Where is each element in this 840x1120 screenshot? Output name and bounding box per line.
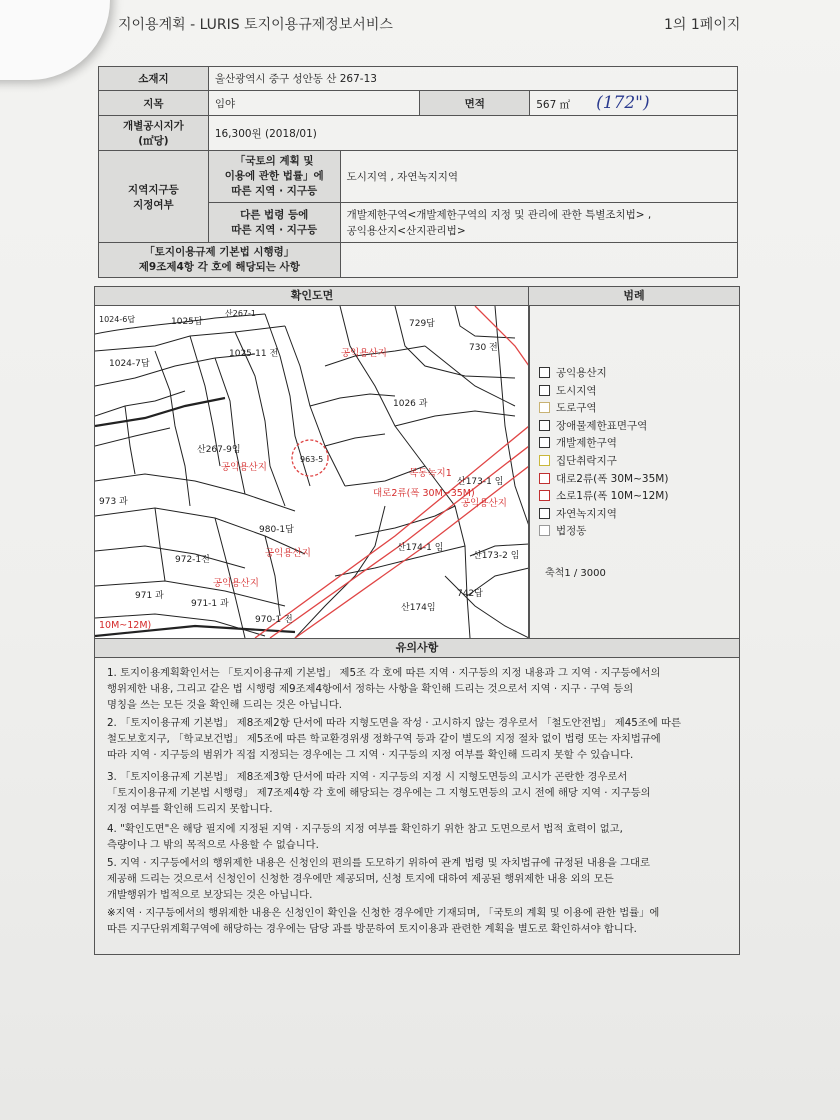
- price-label-line: 개별공시지가: [122, 120, 184, 132]
- cadastral-map: [94, 305, 530, 639]
- legend-item-label: 대로2류(폭 30M~35M): [556, 472, 669, 485]
- map-heading: 확인도면: [94, 286, 530, 306]
- legend-checkbox-icon: [539, 490, 550, 501]
- note-line: 따라 지역 · 지구등의 범위가 직접 지정되는 경우에는 그 지역 · 지구등의 지정 여부를 확인해 드리지 못할 수 있습니다.: [107, 748, 634, 761]
- page-header-title: 지이용계획 - LURIS 토지이용규제정보서비스: [118, 17, 393, 33]
- price-label: [99, 116, 209, 151]
- zone-label: [99, 151, 209, 243]
- map-zone-label: 공익용산지: [341, 348, 387, 359]
- legend-heading: 범례: [528, 286, 740, 306]
- cadastral-map-svg: [95, 306, 529, 638]
- land-category-value: 임야: [208, 91, 420, 116]
- law2-label-line: 다른 법령 등에: [240, 208, 309, 221]
- map-parcel-label: 산267-1: [225, 309, 256, 318]
- legend-item: [539, 417, 647, 434]
- map-parcel-label: 산174임: [401, 603, 436, 613]
- map-parcel-label: 980-1답: [259, 525, 294, 535]
- legend-item: [539, 364, 607, 381]
- page-number: 1의 1페이지: [664, 17, 741, 33]
- map-zone-label: 목동녹지1: [409, 468, 452, 479]
- legend-checkbox-icon: [539, 437, 550, 448]
- legend-item: [539, 522, 586, 539]
- zone-label-line: 지역지구등: [128, 183, 179, 196]
- price-value: 16,300원 (2018/01): [208, 116, 737, 151]
- land-category-label: 지목: [99, 91, 209, 116]
- map-zone-label: 대로2류(폭 30M~35M): [373, 488, 475, 499]
- area-handwritten-note: (172"): [596, 93, 650, 113]
- legend-item-label: 소로1류(폭 10M~12M): [556, 490, 669, 503]
- note-line: 따른 지구단위계획구역에 해당하는 경우에는 담당 과를 방문하여 토지이용과 관련한 계획을 별도로 확인하셔야 합니다.: [107, 922, 637, 935]
- map-parcel-label: 963-5: [300, 455, 324, 464]
- note-line: 명칭을 쓰는 모든 것을 확인해 드리는 것은 아닙니다.: [107, 698, 343, 711]
- enforcement-label-line: 「토지이용규제 기본법 시행령」: [144, 246, 295, 258]
- legend-checkbox-icon: [539, 402, 550, 413]
- law2-value-line: 개발제한구역<개발제한구역의 지정 및 관리에 관한 특별조치법> ,: [346, 208, 652, 221]
- legend-item: [539, 382, 597, 399]
- map-parcel-label: 산173-2 임: [473, 551, 520, 561]
- map-parcel-label: 1026 과: [393, 399, 428, 409]
- legend-item: [539, 434, 617, 451]
- enforcement-label: [99, 243, 341, 278]
- note-line: 철도보호지구, 「학교보건법」 제5조에 따른 학교환경위생 정화구역 등과 같이 별도의 지정 절차 없이 법령 또는 자치법규에: [107, 732, 661, 745]
- note-line: 「토지이용규제 기본법 시행령」 제7조제4항 각 호에 해당되는 경우에는 그 지형도면등의 고시 전에 해당 지역 · 지구등의: [107, 786, 651, 799]
- note-line: 3. 「토지이용규제 기본법」 제8조제3항 단서에 따라 지역 · 지구등의 지정 시 지형도면등의 고시가 곤란한 경우로서: [107, 771, 628, 783]
- legend-checkbox-icon: [539, 385, 550, 396]
- area-value: 567 ㎡: [536, 99, 571, 111]
- legend-item-label: 장애물제한표면구역: [556, 419, 648, 432]
- map-parcel-label: 971-1 과: [191, 599, 229, 609]
- note-4: [107, 822, 727, 854]
- legend-panel: [528, 305, 740, 639]
- legend-checkbox-icon: [539, 525, 550, 536]
- legend-item: [539, 452, 617, 469]
- law2-value-line: 공익용산지<산지관리법>: [346, 224, 466, 237]
- legend-checkbox-icon: [539, 508, 550, 519]
- legend-checkbox-icon: [539, 420, 550, 431]
- note-line: ※지역 · 지구등에서의 행위제한 내용은 신청인이 확인을 신청한 경우에만 기재되며, 「국토의 계획 및 이용에 관한 법률」에: [107, 907, 660, 919]
- note-5: [107, 856, 727, 903]
- note-line: 개발행위가 법적으로 보장되는 것은 아닙니다.: [107, 888, 313, 901]
- legend-item-label: 자연녹지지역: [556, 507, 617, 520]
- map-parcel-label: 972-1전: [175, 555, 210, 565]
- map-parcel-label: 971 과: [135, 591, 164, 601]
- note-6: [107, 906, 727, 938]
- enforcement-label-line: 제9조제4항 각 호에 해당되는 사항: [138, 261, 300, 273]
- notes-panel: [94, 657, 740, 955]
- law1-label-line: 이용에 관한 법률」에: [224, 170, 324, 182]
- legend-item-label: 집단취락지구: [556, 455, 617, 467]
- legend-checkbox-icon: [539, 367, 550, 378]
- location-value: 울산광역시 중구 성안동 산 267-13: [208, 67, 737, 91]
- map-scale: 축척1 / 3000: [545, 568, 606, 579]
- map-zone-label: 공익용산지: [265, 548, 311, 559]
- law2-value: [340, 203, 737, 243]
- law1-label-line: 따른 지역 · 지구등: [231, 185, 318, 197]
- note-line: 제공해 드리는 것으로서 신청인이 신청한 경우에만 제공되며, 신청 토지에 대하여 제공된 행위제한 내용 외의 모든: [107, 872, 614, 885]
- map-zone-label: 공익용산지: [213, 578, 259, 589]
- note-line: 측량이나 그 밖의 목적으로 사용할 수 없습니다.: [107, 838, 319, 851]
- map-parcel-label: 1024-6답: [99, 315, 136, 324]
- note-line: 4. "확인도면"은 해당 필지에 지정된 지역 · 지구등의 지정 여부를 확인하기 위한 참고 도면으로서 법적 효력이 없고,: [107, 823, 623, 835]
- legend-checkbox-icon: [539, 455, 550, 466]
- note-1: [107, 666, 727, 713]
- map-zone-label: 공익용산지: [221, 462, 267, 473]
- land-info-table: [98, 66, 738, 278]
- map-parcel-label: 729답: [409, 319, 435, 329]
- legend-item-label: 개발제한구역: [556, 437, 617, 450]
- legend-checkbox-icon: [539, 473, 550, 484]
- note-line: 지정 여부를 확인해 드리지 못합니다.: [107, 802, 273, 815]
- map-zone-label: 10M~12M): [99, 620, 152, 631]
- law2-label: [208, 203, 340, 243]
- legend-item: [539, 399, 597, 416]
- area-cell: [530, 91, 738, 116]
- note-2: [107, 716, 727, 763]
- enforcement-value: [340, 243, 737, 278]
- note-line: 1. 토지이용계획확인서는 「토지이용규제 기본법」 제5조 각 호에 따른 지역 · 지구등의 지정 내용과 그 지역 · 지구등에서의: [107, 667, 661, 679]
- notes-heading: 유의사항: [94, 638, 740, 658]
- map-parcel-label: 1025-11 전: [229, 349, 279, 359]
- note-line: 2. 「토지이용규제 기본법」 제8조제2항 단서에 따라 지형도면을 작성 · 고시하지 않는 경우로서 「철도안전법」 제45조에 따른: [107, 717, 681, 729]
- law2-label-line: 따른 지역 · 지구등: [231, 223, 318, 236]
- legend-item-label: 도로구역: [556, 402, 597, 415]
- map-parcel-label: 1024-7답: [109, 359, 150, 369]
- legend-item-label: 도시지역: [556, 384, 597, 397]
- map-parcel-label: 1025답: [171, 317, 203, 327]
- map-parcel-label: 산174-1 임: [397, 543, 444, 553]
- law1-value: 도시지역 , 자연녹지지역: [340, 151, 737, 203]
- legend-item: [539, 487, 668, 504]
- map-parcel-label: 970-1 전: [255, 615, 293, 625]
- zone-label-line: 지정여부: [133, 198, 174, 211]
- note-line: 행위제한 내용, 그리고 같은 법 시행령 제9조제4항에서 정하는 사항을 확인해 드리는 것으로서 지역 · 지구 · 구역 등의: [107, 682, 634, 695]
- legend-item: [539, 505, 617, 522]
- map-parcel-label: 산267-9임: [197, 445, 241, 455]
- location-label: 소재지: [99, 67, 209, 91]
- map-zone-label: 공익용산지: [461, 498, 507, 509]
- law1-label-line: 「국토의 계획 및: [234, 155, 314, 167]
- price-label-line: (㎡당): [138, 135, 169, 147]
- page-curl: [0, 0, 110, 80]
- note-3: [107, 770, 727, 817]
- map-parcel-label: 730 전: [469, 343, 498, 353]
- law1-label: [208, 151, 340, 203]
- map-parcel-label: 973 과: [99, 497, 128, 507]
- legend-item: [539, 470, 668, 487]
- legend-item-label: 법정동: [556, 525, 587, 538]
- map-parcel-label: 산173-1 임: [457, 477, 504, 487]
- area-label: 면적: [420, 91, 530, 116]
- map-parcel-label: 742답: [457, 589, 483, 599]
- legend-item-label: 공익용산지: [556, 367, 607, 379]
- note-line: 5. 지역 · 지구등에서의 행위제한 내용은 신청인의 편의를 도모하기 위하여 관계 법령 및 자치법규에 규정된 내용을 그대로: [107, 857, 650, 869]
